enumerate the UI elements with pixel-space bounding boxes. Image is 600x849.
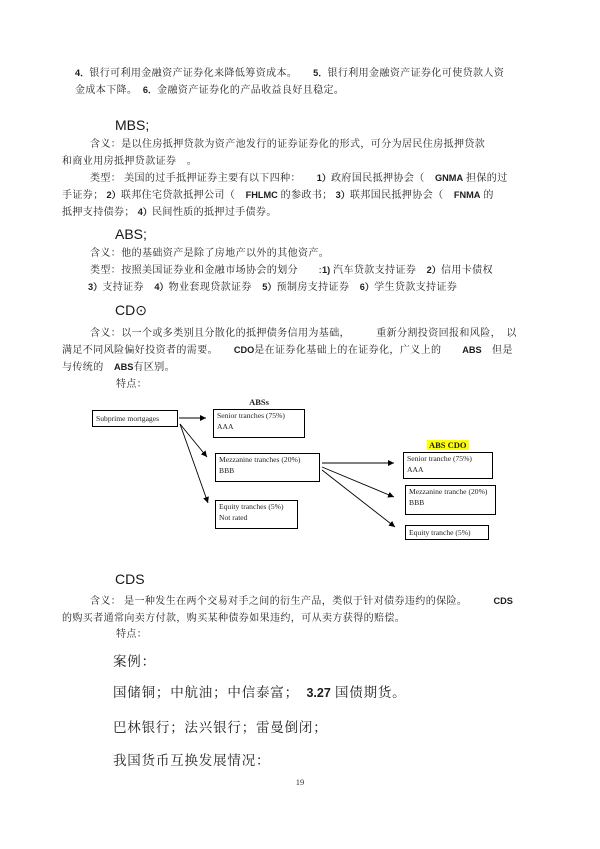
heading-cds: CDS [115,571,145,587]
paragraph-line: 特点： [116,629,148,640]
box-label: Mezzanine tranche (20%) [409,487,488,496]
paragraph-line: 含义：是以住房抵押贷款为资产池发行的证券证券化的形式，可分为居民住房抵押贷款 [90,139,486,150]
abs-cdo-highlight: ABS CDO [429,440,467,450]
diagram-box-cdo-senior [403,452,493,479]
diagram-box-abs-mezzanine [215,453,320,482]
heading-cases: 案例： [113,654,156,669]
arrow-subprime-mezzanine [180,424,207,457]
box-rating: AAA [217,421,234,431]
arrow-mezz-cdo-equity [322,470,395,527]
box-rating: AAA [407,464,424,474]
paragraph-line: 抵押支持债券； 4）民间性质的抵押过手债券。 [62,207,277,218]
arrow-mezz-cdo-mezzanine [322,467,394,497]
diagram-box-cdo-equity [405,525,489,540]
paragraph-line: 4．银行可利用金融资产证券化来降低筹资成本。 5．银行利用金融资产证券化可使贷款人资 [75,68,505,79]
case-line: 我国货币互换发展情况： [113,753,271,768]
diagram-box-abs-equity [215,500,298,529]
paragraph-line: 含义：以一个或多类别且分散化的抵押债务信用为基础， 重新分割投资回报和风险， 以 [90,328,517,339]
paragraph-line: 3）支持证券 4）物业套现贷款证券 5）预制房支持证券 6）学生贷款支持证券 [88,282,458,293]
box-label: Subprime mortgages [96,414,160,423]
box-rating: BBB [219,465,235,475]
arrow-subprime-equity [180,424,208,503]
box-label: Senior tranche (75%) [407,454,472,463]
paragraph-line: 的购买者通常向卖方付款，购买某种债券如果违约，可从卖方获得的赔偿。 [62,613,406,624]
paragraph-line: 含义：他的基础资产是除了房地产以外的其他资产。 [90,248,330,259]
paragraph-line: 和商业用房抵押贷款证券 。 [62,156,198,167]
diagram-box-abs-senior [213,409,305,438]
paragraph-line: 特点： [116,379,148,390]
paragraph-line: 类型：按照美国证券业和金融市场协会的划分 :1) 汽车贷款支持证券 2）信用卡债权 [90,265,493,276]
case-line: 巴林银行；法兴银行；雷曼倒闭； [113,720,328,735]
paragraph-line: 满足不同风险偏好投资者的需要。 CDO是在证券化基础上的在证券化，广义上的 ABS 但是 [62,345,513,356]
heading-cdo: CD⊙ [115,302,147,318]
box-label: Equity tranche (5%) [409,528,471,537]
box-label: Mezzanine tranches (20%) [219,455,301,464]
paragraph-line: 手证券； 2）联邦住宅贷款抵押公司（ FHLMC 的参政书； 3）联邦国民抵押协会（ FNMA 的 [62,190,494,201]
heading-mbs: MBS; [115,117,150,133]
paragraph-line: 类型： 美国的过手抵押证券主要有以下四种： 1）政府国民抵押协会（ GNMA 担保的过 [90,173,508,184]
paragraph-line: 金成本下降。 6．金融资产证券化的产品收益良好且稳定。 [75,85,345,96]
case-line: 国储铜；中航油；中信泰富； 3.27 国债期货。 [113,685,407,700]
box-rating: BBB [409,497,425,507]
box-label: Equity tranches (5%) [219,502,284,511]
box-rating: Not rated [219,512,248,522]
page-number: 19 [295,777,305,787]
heading-abs: ABS; [115,226,147,242]
paragraph-line: 与传统的 ABS有区别。 [62,362,176,373]
abs-cdo-column-label [427,440,469,450]
box-label: Senior tranches (75%) [217,411,285,420]
abs-column-label: ABSs [249,397,269,407]
paragraph-line: 含义： 是一种发生在两个交易对手之间的衍生产品，类似于针对债券违约的保险。 CDS [90,596,513,607]
diagram-box-subprime-mortgages [92,410,178,427]
diagram-box-cdo-mezzanine [405,485,496,515]
